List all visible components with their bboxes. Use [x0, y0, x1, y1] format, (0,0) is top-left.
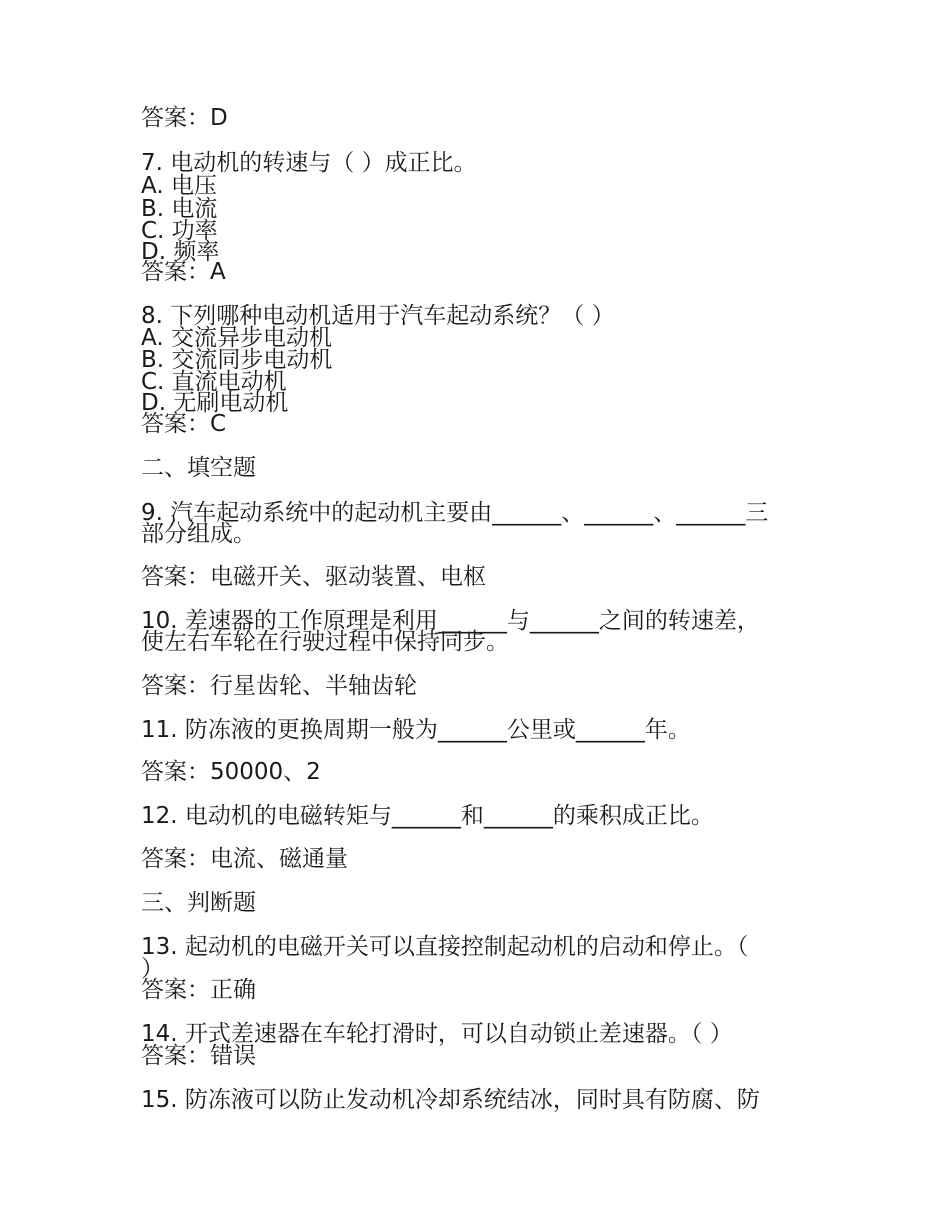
q7-option-c: C. 功率 — [141, 218, 218, 244]
question-14: 14. 开式差速器在车轮打滑时，可以自动锁止差速器。（ ） — [141, 1021, 733, 1047]
q8-option-c: C. 直流电动机 — [141, 369, 287, 395]
section-true-false: 三、判断题 — [141, 890, 256, 916]
question-9: 9. 汽车起动系统中的起动机主要由______、______、______三 — [141, 500, 769, 526]
q8-option-a: A. 交流异步电动机 — [141, 325, 332, 351]
q7-option-b: B. 电流 — [141, 196, 218, 222]
q8-option-d: D. 无刷电动机 — [141, 390, 289, 416]
question-10-cont: 使左右车轮在行驶过程中保持同步。 — [141, 629, 509, 655]
question-13: 13. 起动机的电磁开关可以直接控制起动机的启动和停止。（ — [141, 934, 749, 960]
q8-option-b: B. 交流同步电动机 — [141, 347, 333, 373]
answer-8: 答案：C — [141, 411, 227, 437]
answer-13: 答案：正确 — [141, 977, 256, 1003]
question-12: 12. 电动机的电磁转矩与______和______的乘积成正比。 — [141, 803, 714, 829]
answer-10: 答案：行星齿轮、半轴齿轮 — [141, 673, 417, 699]
answer-14: 答案：错误 — [141, 1043, 256, 1069]
answer-7: 答案：A — [141, 259, 226, 285]
question-10: 10. 差速器的工作原理是利用______与______之间的转速差， — [141, 608, 760, 634]
question-8: 8. 下列哪种电动机适用于汽车起动系统？（ ） — [141, 303, 615, 329]
question-9-cont: 部分组成。 — [141, 521, 256, 547]
answer-12: 答案：电流、磁通量 — [141, 846, 348, 872]
answer-9: 答案：电磁开关、驱动装置、电枢 — [141, 564, 486, 590]
question-13-cont: ） — [141, 956, 164, 982]
q7-option-d: D. 频率 — [141, 239, 220, 265]
question-7: 7. 电动机的转速与（ ）成正比。 — [141, 150, 477, 176]
question-15: 15. 防冻液可以防止发动机冷却系统结冰，同时具有防腐、防 — [141, 1087, 760, 1113]
question-11: 11. 防冻液的更换周期一般为______公里或______年。 — [141, 717, 691, 743]
answer-6: 答案：D — [141, 105, 228, 131]
q7-option-a: A. 电压 — [141, 173, 217, 199]
answer-11: 答案：50000、2 — [141, 759, 321, 785]
section-fill-in: 二、填空题 — [141, 455, 256, 481]
